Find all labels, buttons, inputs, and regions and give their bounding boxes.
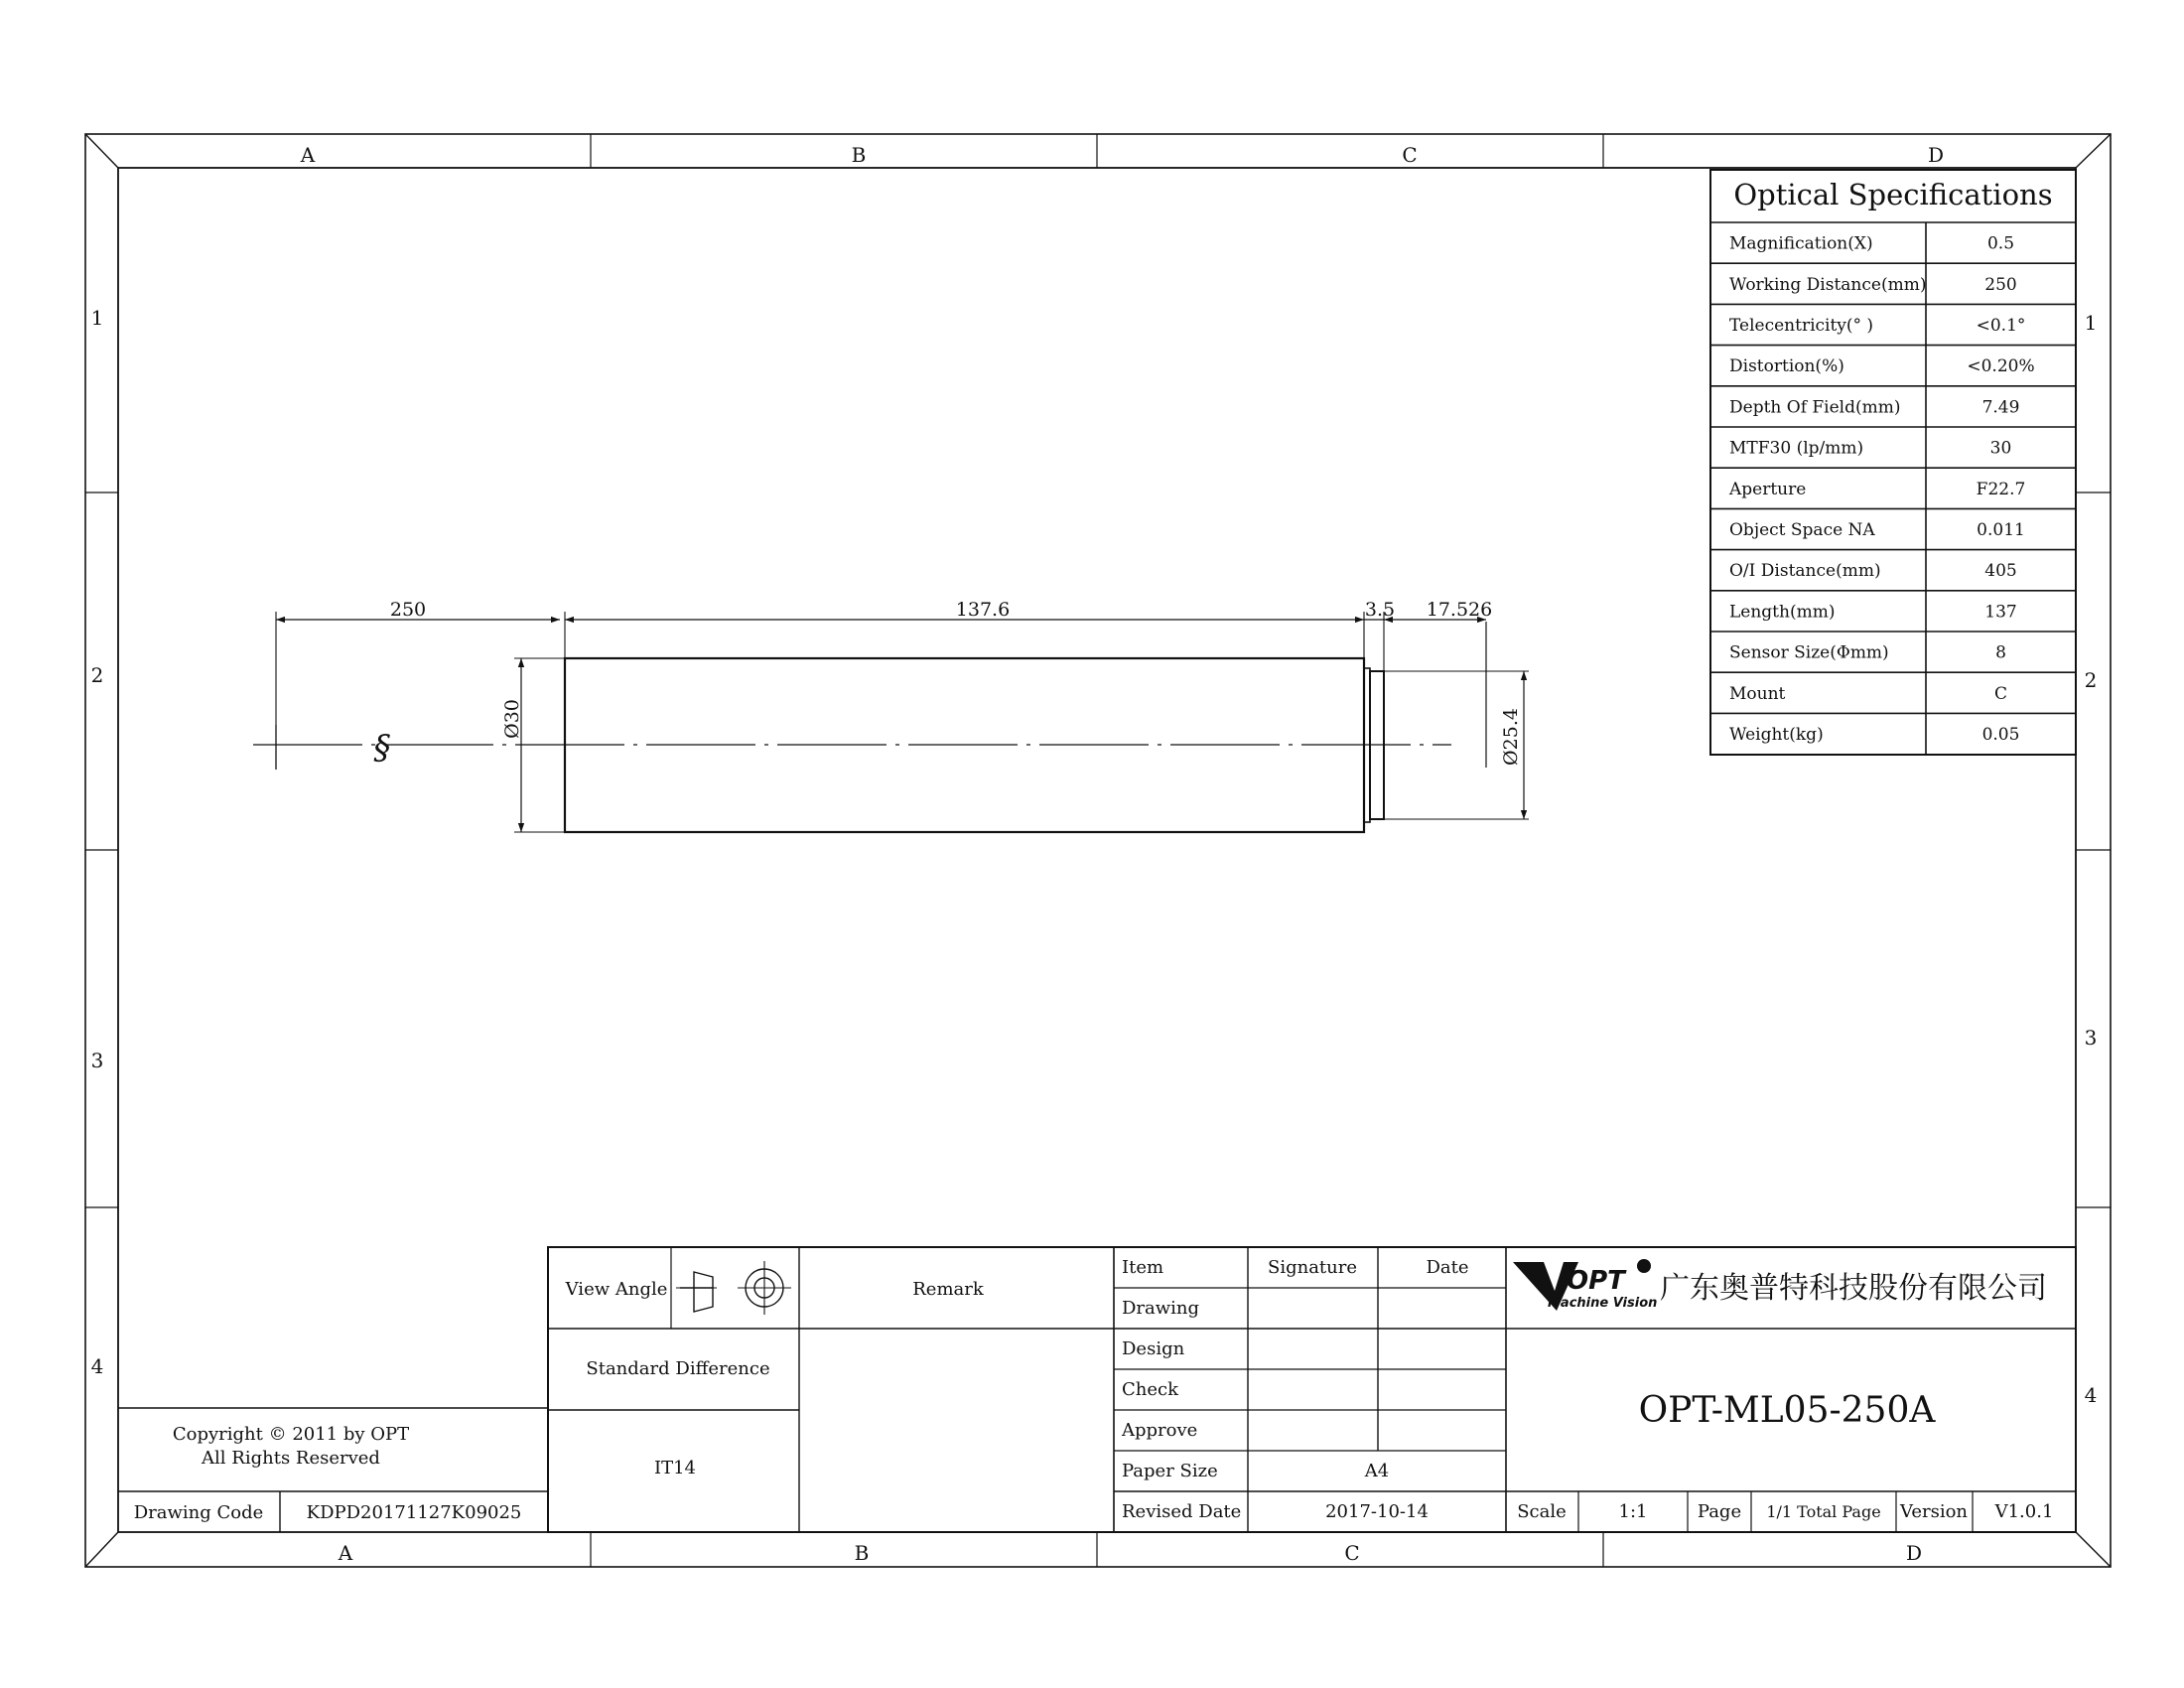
spec-value: F22.7 bbox=[1976, 479, 2026, 499]
zone-label-top-d: D bbox=[1927, 143, 1945, 167]
page-value: 1/1 Total Page bbox=[1766, 1502, 1881, 1521]
copyright-line2: All Rights Reserved bbox=[202, 1448, 380, 1469]
company-name: 广东奥普特科技股份有限公司 bbox=[1660, 1271, 2047, 1306]
approve-label: Approve bbox=[1122, 1420, 1198, 1441]
zone-label-bottom-c: C bbox=[1344, 1541, 1360, 1565]
spec-label: Length(mm) bbox=[1729, 602, 1836, 623]
dim-back-focal: 17.526 bbox=[1426, 599, 1493, 621]
spec-label: Sensor Size(Φmm) bbox=[1729, 642, 1889, 663]
zone-label-left-1: 1 bbox=[90, 306, 104, 330]
logo-text: OPT bbox=[1567, 1266, 1625, 1296]
zone-label-bottom-b: B bbox=[854, 1541, 870, 1565]
drawing-code: KDPD20171127K09025 bbox=[306, 1502, 522, 1523]
zone-label-top-c: C bbox=[1402, 143, 1418, 167]
scale-label: Scale bbox=[1517, 1501, 1567, 1522]
spec-value: 0.05 bbox=[1981, 725, 2020, 745]
drawing-frame bbox=[85, 134, 2111, 1567]
spec-label: Weight(kg) bbox=[1729, 725, 1824, 745]
page-label: Page bbox=[1697, 1501, 1742, 1522]
lens-side-view bbox=[253, 599, 1529, 832]
projection-circle-icon bbox=[738, 1261, 791, 1315]
zone-label-left-4: 4 bbox=[90, 1354, 104, 1378]
spec-value: 405 bbox=[1984, 561, 2017, 582]
zone-label-right-3: 3 bbox=[2084, 1026, 2098, 1050]
zone-label-right-1: 1 bbox=[2084, 311, 2098, 335]
paper-size-label: Paper Size bbox=[1122, 1461, 1218, 1481]
zone-label-right-4: 4 bbox=[2084, 1383, 2098, 1407]
spec-value: 137 bbox=[1984, 602, 2017, 623]
zone-label-top-b: B bbox=[851, 143, 867, 167]
zone-label-right-2: 2 bbox=[2084, 668, 2098, 692]
remark-label: Remark bbox=[912, 1279, 984, 1300]
item-label: Item bbox=[1122, 1257, 1164, 1278]
spec-label: Mount bbox=[1729, 683, 1786, 704]
version-label: Version bbox=[1899, 1501, 1969, 1522]
spec-value: 8 bbox=[1995, 642, 2006, 663]
zone-label-bottom-d: D bbox=[1905, 1541, 1923, 1565]
dim-working-distance: 250 bbox=[389, 599, 427, 621]
logo-subtitle: Machine Vision bbox=[1548, 1296, 1658, 1311]
zone-label-left-3: 3 bbox=[90, 1049, 104, 1072]
scale-value: 1:1 bbox=[1618, 1501, 1648, 1522]
view-angle-label: View Angle bbox=[565, 1279, 668, 1300]
spec-label: Distortion(%) bbox=[1729, 356, 1844, 377]
dim-body-diameter: Ø30 bbox=[501, 699, 523, 739]
spec-label: Depth Of Field(mm) bbox=[1729, 397, 1901, 418]
opt-logo bbox=[1513, 1259, 1657, 1311]
spec-label: MTF30 (lp/mm) bbox=[1729, 438, 1864, 459]
spec-label: Aperture bbox=[1729, 479, 1807, 499]
spec-value: 30 bbox=[1989, 438, 2012, 459]
revised-date-label: Revised Date bbox=[1122, 1501, 1242, 1522]
dim-body-length: 137.6 bbox=[955, 599, 1011, 621]
spec-label: Magnification(X) bbox=[1729, 233, 1873, 254]
spec-label: O/I Distance(mm) bbox=[1729, 561, 1881, 582]
part-number: OPT-ML05-250A bbox=[1638, 1390, 1936, 1431]
design-label: Design bbox=[1122, 1338, 1185, 1359]
optical-specifications-table bbox=[1710, 170, 2076, 755]
check-label: Check bbox=[1122, 1379, 1179, 1400]
paper-size-value: A4 bbox=[1364, 1461, 1390, 1481]
spec-value: 0.5 bbox=[1986, 233, 2015, 254]
date-label: Date bbox=[1426, 1257, 1469, 1278]
tolerance-value: IT14 bbox=[653, 1458, 697, 1478]
break-mark: § bbox=[373, 728, 391, 768]
spec-value: <0.20% bbox=[1967, 356, 2035, 377]
title-block bbox=[118, 1247, 2076, 1532]
spec-label: Working Distance(mm) bbox=[1729, 274, 1927, 295]
drawing-label: Drawing bbox=[1122, 1298, 1200, 1319]
dim-flange: 3.5 bbox=[1364, 599, 1396, 621]
spec-value: <0.1° bbox=[1976, 316, 2026, 336]
zone-label-top-a: A bbox=[300, 143, 316, 167]
drawing-code-label: Drawing Code bbox=[133, 1502, 264, 1523]
revised-date-value: 2017-10-14 bbox=[1325, 1501, 1429, 1522]
version-value: V1.0.1 bbox=[1994, 1501, 2054, 1522]
specs-title: Optical Specifications bbox=[1733, 178, 2053, 211]
first-angle-projection-icon bbox=[676, 1272, 717, 1312]
zone-label-bottom-a: A bbox=[338, 1541, 353, 1565]
spec-value: 0.011 bbox=[1977, 520, 2025, 540]
specs-rows bbox=[1710, 234, 2076, 745]
dim-mount-diameter: Ø25.4 bbox=[1500, 708, 1522, 766]
spec-label: Object Space NA bbox=[1729, 520, 1875, 540]
signature-label: Signature bbox=[1267, 1257, 1358, 1278]
zone-label-left-2: 2 bbox=[90, 663, 104, 687]
spec-label: Telecentricity(° ) bbox=[1729, 316, 1874, 336]
spec-value: 250 bbox=[1984, 274, 2017, 295]
spec-value: 7.49 bbox=[1981, 397, 2020, 418]
copyright-line1: Copyright © 2011 by OPT bbox=[172, 1424, 410, 1445]
spec-value: C bbox=[1993, 683, 2008, 704]
standard-difference-label: Standard Difference bbox=[586, 1358, 770, 1379]
